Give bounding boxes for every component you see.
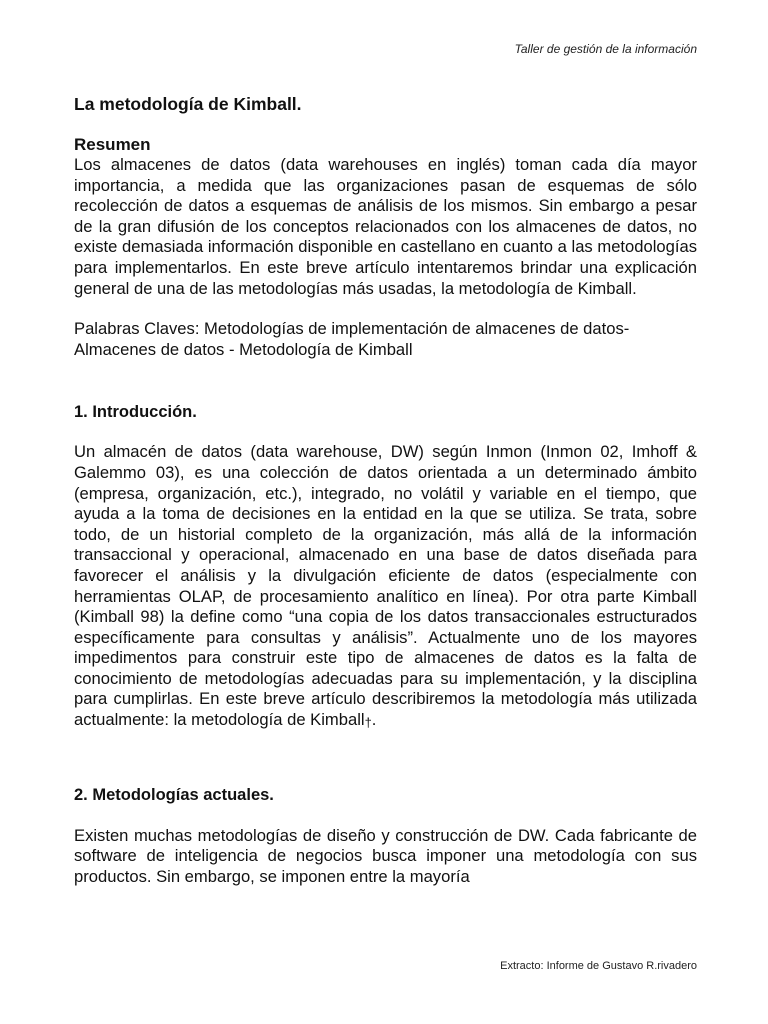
section-heading-introduction: 1. Introducción. bbox=[74, 403, 197, 422]
document-title: La metodología de Kimball. bbox=[74, 94, 302, 114]
document-body bbox=[74, 92, 697, 887]
keywords-paragraph: Palabras Claves: Metodologías de implementación de almacenes de datos- Almacenes de datos - Metodología de Kimball bbox=[74, 319, 630, 359]
footnote-mark[interactable]: † bbox=[364, 715, 372, 731]
abstract-heading: Resumen bbox=[74, 135, 151, 154]
introduction-text: Un almacén de datos (data warehouse, DW) según Inmon (Inmon 02, Imhoff & Galemmo 03), es una colección de datos orientada a un determinado ámbito (empresa, organización, etc.), integrado, no volátil y variable en el tiempo, que ayuda a la toma de decisiones en la entidad en la que se utiliza. Se trata, sobre todo, de un historial completo de la organización, más allá de la información transaccional y operacional, almacenado en una base de datos diseñada para favorecer el análisis y la divulgación eficiente de datos (especialmente con herramientas OLAP, de procesamiento analítico en línea). Por otra parte Kimball (Kimball 98) la define como “una copia de los datos transaccionales estructurados específicamente para consultas y análisis”. Actualmente uno de los mayores impedimentos para construir este tipo de almacenes de datos es la falta de conocimiento de metodologías adecuadas para su implementación, y la disciplina para cumplirlas. En este breve artículo describiremos la metodología más utilizada actualmente: la metodología de Kimball bbox=[74, 442, 697, 730]
abstract-paragraph: Los almacenes de datos (data warehouses en inglés) toman cada día mayor importancia, a medida que las organizaciones pasan de esquemas de sólo recolección de datos a esquemas de análisis de los mismos. Sin embargo a pesar de la gran difusión de los conceptos relacionados con los almacenes de datos, no existe demasiada información disponible en castellano en cuanto a las metodologías para implementarlos. En este breve artículo intentaremos brindar una explicación general de una de las metodologías más usadas, la metodología de Kimball. bbox=[74, 155, 697, 298]
introduction-paragraph bbox=[74, 442, 697, 733]
introduction-text-end: . bbox=[371, 710, 377, 730]
running-footer: Extracto: Informe de Gustavo R.rivadero bbox=[500, 960, 697, 972]
running-header: Taller de gestión de la información bbox=[514, 42, 697, 56]
methodologies-paragraph: Existen muchas metodologías de diseño y construcción de DW. Cada fabricante de software de inteligencia de negocios busca imponer una metodología con sus productos. Sin embargo, se imponen entre la mayoría bbox=[74, 825, 697, 886]
section-heading-methodologies: 2. Metodologías actuales. bbox=[74, 785, 274, 804]
